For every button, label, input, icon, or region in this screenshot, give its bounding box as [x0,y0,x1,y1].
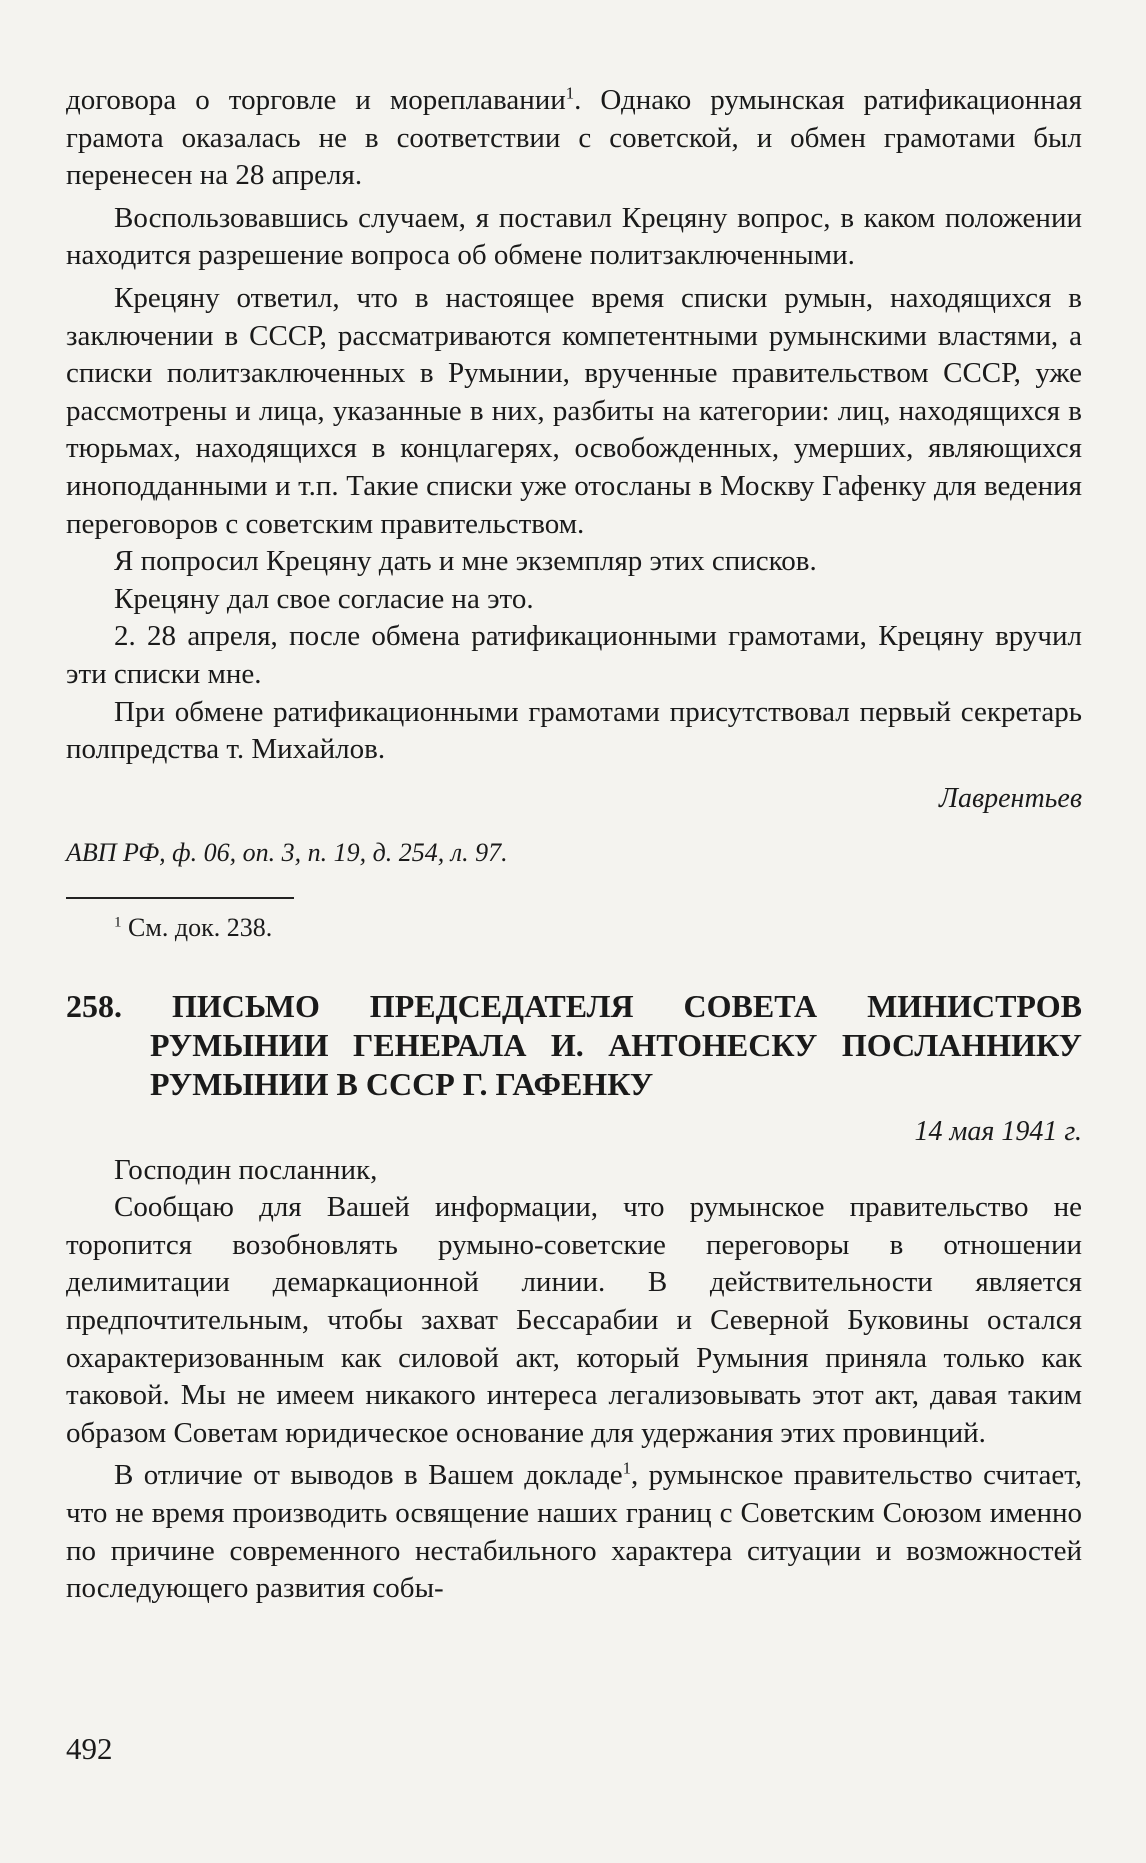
paragraph-2: Воспользовавшись случаем, я поставил Крецяну вопрос, в каком положении находится разрешение вопроса об обмене политзаключенными. [66,201,1082,272]
letter-body-1: Сообщаю для Вашей информации, что румынское правительство не торопится возобновлять румыно-советские переговоры в отношении делимитации демаркационной линии. В действительности является предпочтительным, чтобы захват Бессарабии и Северной Буковины остался охарактеризованным как силовой акт, который Румыния приняла только как таковой. Мы не имеем никакого интереса легализовывать этот акт, давая таким образом Советам юридическое основание для удержания этих провинций. [66,1191,1082,1449]
paragraph-1-text: договора о торговле и мореплавании [66,84,566,116]
document-heading: 258. ПИСЬМО ПРЕДСЕДАТЕЛЯ СОВЕТА МИНИСТРОВ РУМЫНИИ ГЕНЕРАЛА И. АНТОНЕСКУ ПОСЛАННИКУ РУМЫНИИ В СССР Г. ГАФЕНКУ [66,987,1082,1102]
archive-source: АВП РФ, ф. 06, оп. 3, п. 19, д. 254, л. 97. [66,837,508,867]
letter-body-2-tail: , румынское правительство считает, что не время производить освящение наших границ с Советским Союзом именно по причине современного нестабильного характера ситуации и возможностей последующего развития собы- [66,1459,1082,1605]
paragraph-6: 2. 28 апреля, после обмена ратификационными грамотами, Крецяну вручил эти списки мне. [66,620,1082,690]
footnote-mark: 1 [114,914,122,931]
paragraph-4: Я попросил Крецяну дать и мне экземпляр этих списков. [114,545,817,578]
text-column [66,82,1082,1608]
document-date: 14 мая 1941 г. [914,1115,1082,1147]
paragraph-5: Крецяну дал свое согласие на это. [114,582,534,615]
paragraph-1-tail: . Однако румынская ратификационная грамота оказалась не в соответствии с советской, и обмен грамотами был перенесен на 28 апреля. [66,84,1082,192]
paragraph-3: Крецяну ответил, что в настоящее время списки румын, находящихся в заключении в СССР, рассматриваются компетентными румынскими властями, а списки политзаключенных в Румынии, врученные правительством СССР, уже рассмотрены и лица, указанные в них, разбиты на категории: лиц, находящихся в тюрьмах, находящихся в концлагерях, освобожденных, умерших, являющихся иноподданными и т.п. Такие списки уже отосланы в Москву Гафенку для ведения переговоров с советским правительством. [66,281,1082,540]
salutation: Господин посланник, [114,1153,378,1186]
footnote-ref-2: 1 [622,1458,631,1478]
paragraph-7: При обмене ратификационными грамотами присутствовал первый секретарь полпредства т. Михайлов. [66,695,1082,766]
page-number: 492 [66,1731,113,1766]
letter-body-2 [66,1457,1082,1607]
paragraph-1 [66,82,1082,195]
footnote-ref: 1 [565,83,575,103]
footnote-divider [66,897,294,899]
signature: Лаврентьев [939,782,1082,814]
letter-body-2-text: В отличие от выводов в Вашем докладе [114,1459,623,1492]
footnote-text: См. док. 238. [121,912,273,942]
footnote [66,909,1082,947]
